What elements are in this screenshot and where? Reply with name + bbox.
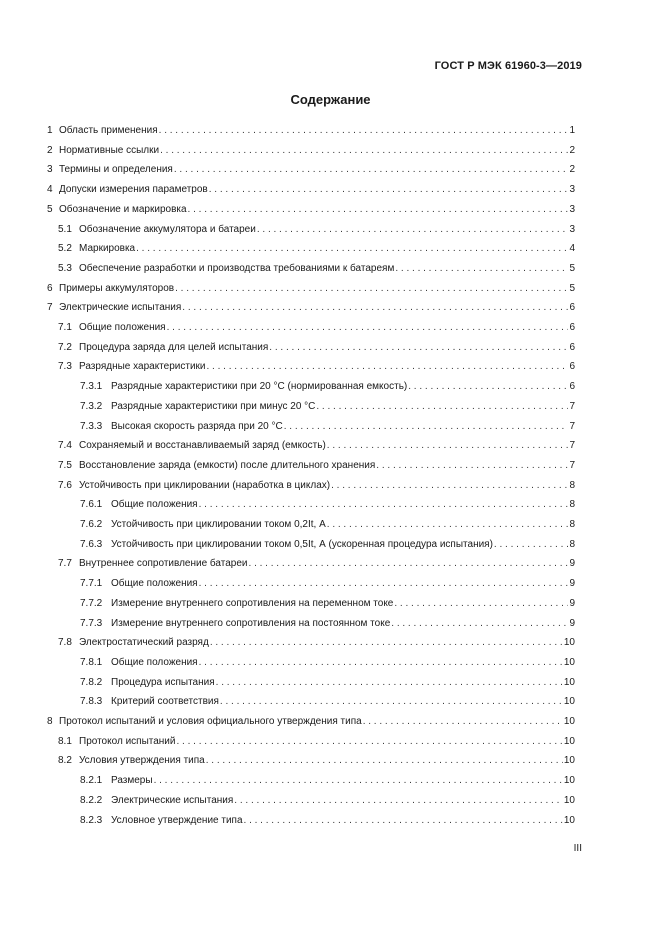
toc-entry-number: 7.7.2 (80, 597, 103, 609)
toc-entry-number: 8.2 (58, 755, 72, 767)
toc-entry[interactable] (58, 262, 575, 276)
toc-entry[interactable] (47, 183, 575, 197)
toc-entry-title: Термины и определения (59, 164, 173, 176)
toc-dot-leader (316, 400, 568, 414)
toc-entry-title: Протокол испытаний (79, 735, 176, 747)
toc-entry-page: 10 (563, 814, 575, 826)
toc-dot-leader (408, 380, 568, 394)
toc-entry-page: 7 (569, 459, 575, 471)
toc-entry-page: 7 (569, 400, 575, 412)
toc-entry[interactable] (80, 617, 575, 631)
toc-entry[interactable] (58, 321, 575, 335)
toc-entry-number: 7 (47, 302, 53, 314)
toc-entry[interactable] (80, 420, 575, 434)
toc-entry-page: 6 (569, 322, 575, 333)
toc-entry-number: 7.2 (58, 341, 72, 353)
toc-entry-title: Критерий соответствия (111, 696, 219, 708)
toc-entry[interactable] (80, 774, 575, 788)
toc-entry-page: 5 (569, 282, 575, 294)
toc-entry-number: 7.3.2 (80, 400, 103, 412)
toc-entry[interactable] (80, 380, 575, 394)
toc-entry-title: Условное утверждение типа (111, 814, 243, 826)
toc-entry-page: 8 (569, 479, 575, 491)
toc-entry-number: 5.1 (58, 223, 72, 235)
toc-entry[interactable] (47, 163, 575, 177)
toc-entry-number: 8.1 (58, 735, 72, 747)
toc-dot-leader (210, 636, 563, 650)
toc-entry-number: 8.2.3 (80, 814, 103, 826)
toc-entry-page: 7 (569, 440, 575, 452)
toc-entry-page: 8 (569, 519, 575, 530)
toc-entry-title: Размеры (111, 775, 153, 787)
standard-designation: ГОСТ Р МЭК 61960-3—2019 (434, 60, 582, 72)
toc-entry-title: Допуски измерения параметров (59, 184, 208, 196)
toc-entry-number: 7.6.1 (80, 499, 103, 511)
toc-entry-title: Электрические испытания (111, 794, 234, 806)
toc-entry-title: Разрядные характеристики (79, 361, 206, 373)
toc-entry-title: Устойчивость при циклировании током 0,2It, А (111, 519, 326, 530)
toc-dot-leader (327, 439, 569, 453)
toc-entry-page: 6 (569, 381, 575, 393)
toc-dot-leader (327, 518, 569, 532)
toc-entry[interactable] (80, 814, 575, 828)
toc-entry-title: Обеспечение разработки и производства требованиями к батареям (79, 262, 395, 274)
toc-entry[interactable] (80, 400, 575, 414)
toc-dot-leader (159, 124, 569, 138)
toc-entry-number: 5.3 (58, 262, 72, 274)
toc-dot-leader (494, 538, 569, 552)
toc-entry-number: 1 (47, 125, 53, 136)
toc-entry-number: 7.7.3 (80, 617, 103, 629)
toc-entry-page: 3 (569, 203, 575, 215)
toc-entry[interactable] (80, 794, 575, 808)
toc-entry-title: Протокол испытаний и условия официального утверждения типа (59, 716, 362, 727)
toc-entry-number: 6 (47, 282, 53, 294)
toc-entry-page: 10 (563, 716, 575, 727)
toc-entry-number: 7.7 (58, 558, 72, 570)
page-title: Содержание (290, 92, 371, 107)
toc-entry-number: 3 (47, 164, 53, 176)
toc-entry-page: 9 (569, 558, 575, 570)
toc-entry[interactable] (47, 203, 575, 217)
toc-entry-page: 9 (569, 578, 575, 590)
toc-entry-page: 6 (569, 302, 575, 314)
toc-entry[interactable] (80, 676, 575, 690)
toc-dot-leader (391, 617, 568, 631)
toc-entry-title: Устойчивость при циклировании током 0,5It, А (ускоренная процедура испытания) (111, 538, 493, 550)
toc-entry[interactable] (58, 459, 575, 473)
toc-entry-title: Измерение внутреннего сопротивления на переменном токе (111, 597, 394, 609)
toc-dot-leader (376, 459, 568, 473)
toc-entry-title: Общие положения (111, 578, 198, 590)
toc-entry-number: 7.6 (58, 479, 72, 491)
toc-entry-page: 10 (563, 755, 575, 767)
toc-entry[interactable] (80, 656, 575, 670)
toc-dot-leader (394, 597, 568, 611)
toc-entry-number: 7.8.1 (80, 656, 103, 668)
toc-entry[interactable] (58, 479, 575, 493)
toc-dot-leader (249, 557, 569, 571)
toc-dot-leader (188, 203, 569, 217)
toc-entry-title: Условия утверждения типа (79, 755, 205, 767)
toc-entry[interactable] (80, 695, 575, 709)
toc-entry[interactable] (58, 223, 575, 237)
toc-entry-title: Восстановление заряда (емкости) после длительного хранения (79, 459, 376, 471)
toc-dot-leader (257, 223, 569, 237)
toc-entry-page: 10 (563, 676, 575, 688)
toc-entry-title: Электрические испытания (59, 302, 182, 314)
toc-entry-title: Высокая скорость разряда при 20 °С (111, 420, 283, 432)
toc-entry[interactable] (58, 360, 575, 374)
toc-entry[interactable] (47, 282, 575, 296)
toc-dot-leader (209, 183, 569, 197)
toc-entry[interactable] (58, 439, 575, 453)
toc-entry-title: Обозначение аккумулятора и батареи (79, 223, 256, 235)
toc-entry-page: 10 (563, 696, 575, 708)
toc-entry-number: 7.8 (58, 637, 72, 649)
toc-entry-number: 7.6.3 (80, 538, 103, 550)
toc-entry-title: Электростатический разряд (79, 637, 209, 649)
toc-dot-leader (206, 754, 563, 768)
toc-dot-leader (395, 262, 568, 276)
toc-dot-leader (199, 656, 563, 670)
toc-entry-number: 7.3.1 (80, 381, 103, 393)
toc-entry-title: Область применения (59, 125, 158, 136)
toc-entry-title: Примеры аккумуляторов (59, 282, 175, 294)
toc-entry[interactable] (80, 597, 575, 611)
toc-entry[interactable] (58, 636, 575, 650)
toc-dot-leader (331, 479, 568, 493)
toc-dot-leader (174, 163, 569, 177)
toc-entry[interactable] (80, 498, 575, 512)
toc-entry[interactable] (58, 754, 575, 768)
toc-entry-page: 10 (563, 637, 575, 649)
toc-entry-number: 5.2 (58, 243, 72, 255)
toc-entry-title: Общие положения (111, 499, 198, 511)
toc-entry-number: 4 (47, 184, 53, 196)
toc-dot-leader (284, 420, 569, 434)
toc-dot-leader (269, 341, 568, 355)
toc-entry-page: 9 (569, 617, 575, 629)
toc-dot-leader (154, 774, 563, 788)
toc-entry-number: 7.8.3 (80, 696, 103, 708)
toc-entry-page: 8 (569, 538, 575, 550)
toc-entry[interactable] (80, 577, 575, 591)
toc-entry-page: 8 (569, 499, 575, 511)
toc-dot-leader (220, 695, 563, 709)
toc-entry-page: 10 (563, 794, 575, 806)
toc-entry-title: Устойчивость при циклировании (наработка в циклах) (79, 479, 331, 491)
toc-entry-page: 3 (569, 223, 575, 235)
toc-entry-number: 5 (47, 203, 53, 215)
toc-entry-title: Сохраняемый и восстанавливаемый заряд (емкость) (79, 440, 326, 452)
toc-entry[interactable] (47, 715, 575, 729)
toc-entry-page: 7 (569, 420, 575, 432)
toc-entry[interactable] (58, 242, 575, 256)
toc-entry-title: Процедура испытания (111, 676, 215, 688)
toc-dot-leader (363, 715, 563, 729)
toc-dot-leader (136, 242, 568, 256)
toc-entry-page: 9 (569, 597, 575, 609)
toc-dot-leader (175, 282, 568, 296)
toc-entry-title: Внутреннее сопротивление батареи (79, 558, 248, 570)
toc-entry[interactable] (58, 557, 575, 571)
toc-entry[interactable] (80, 538, 575, 552)
toc-entry-title: Измерение внутреннего сопротивления на постоянном токе (111, 617, 391, 629)
toc-dot-leader (199, 577, 569, 591)
toc-entry[interactable] (80, 518, 575, 532)
toc-entry-title: Маркировка (79, 243, 136, 255)
toc-entry[interactable] (58, 341, 575, 355)
toc-entry-title: Обозначение и маркировка (59, 203, 187, 215)
toc-dot-leader (216, 676, 563, 690)
toc-dot-leader (167, 321, 569, 335)
toc-dot-leader (182, 301, 568, 315)
toc-entry-number: 2 (47, 144, 53, 156)
toc-entry-page: 6 (569, 341, 575, 353)
toc-entry-title: Общие положения (111, 656, 198, 668)
toc-entry-page: 6 (569, 361, 575, 373)
toc-entry-number: 8 (47, 716, 53, 727)
toc-entry-number: 8.2.2 (80, 794, 103, 806)
toc-entry-page: 4 (569, 243, 575, 255)
toc-entry-page: 10 (563, 735, 575, 747)
toc-dot-leader (199, 498, 569, 512)
toc-entry-page: 10 (563, 775, 575, 787)
toc-entry-page: 2 (569, 164, 575, 176)
toc-entry-page: 3 (569, 184, 575, 196)
toc-entry[interactable] (47, 124, 575, 138)
toc-entry-number: 7.4 (58, 440, 72, 452)
toc-dot-leader (244, 814, 563, 828)
toc-entry[interactable] (58, 735, 575, 749)
toc-entry-title: Разрядные характеристики при 20 °С (нормированная емкость) (111, 381, 408, 393)
page-number: III (573, 843, 582, 854)
toc-entry-number: 8.2.1 (80, 775, 103, 787)
toc-entry-page: 10 (563, 656, 575, 668)
toc-entry-number: 7.7.1 (80, 578, 103, 590)
toc-entry-title: Разрядные характеристики при минус 20 °С (111, 400, 316, 412)
toc-entry-title: Общие положения (79, 322, 166, 333)
toc-entry-title: Процедура заряда для целей испытания (79, 341, 269, 353)
toc-entry-page: 1 (569, 125, 575, 136)
toc-dot-leader (176, 735, 562, 749)
toc-entry-number: 7.1 (58, 322, 72, 333)
toc-entry[interactable] (47, 144, 575, 158)
toc-entry-page: 5 (569, 262, 575, 274)
toc-entry[interactable] (47, 301, 575, 315)
toc-dot-leader (206, 360, 568, 374)
toc-entry-number: 7.3 (58, 361, 72, 373)
toc-entry-number: 7.5 (58, 459, 72, 471)
toc-entry-number: 7.8.2 (80, 676, 103, 688)
toc-entry-number: 7.6.2 (80, 519, 103, 530)
toc-dot-leader (234, 794, 563, 808)
toc-entry-number: 7.3.3 (80, 420, 103, 432)
toc-dot-leader (160, 144, 568, 158)
toc-entry-title: Нормативные ссылки (59, 144, 160, 156)
toc-entry-page: 2 (569, 144, 575, 156)
